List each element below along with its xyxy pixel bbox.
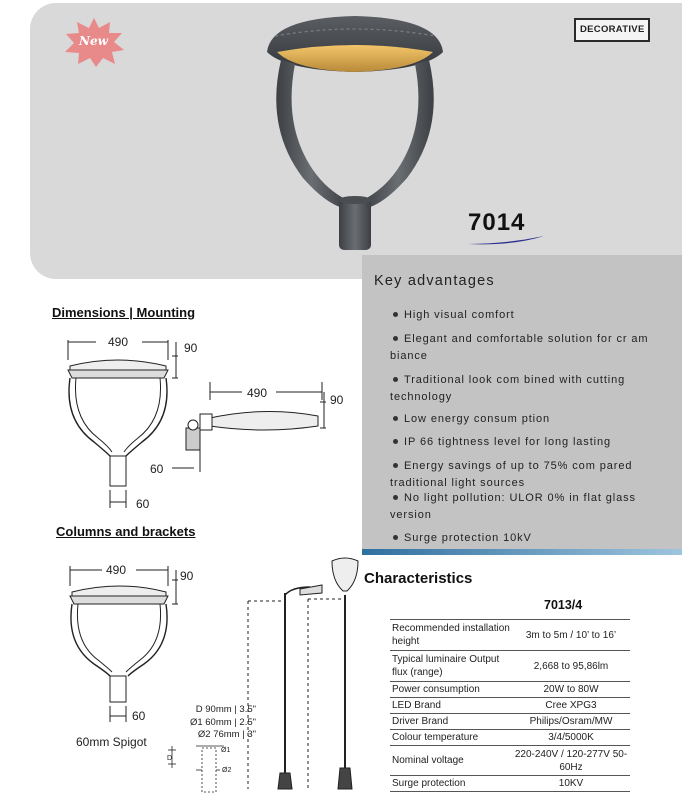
table-row	[390, 682, 630, 698]
category-tag-label: DECORATIVE	[580, 24, 645, 35]
advantage-item	[390, 331, 680, 364]
column-width-label: 490	[106, 563, 127, 577]
advantage-item	[390, 458, 680, 491]
spec-value: 3/4/5000K	[512, 730, 630, 746]
front-height-label: 90	[184, 341, 198, 355]
spec-value: 220-240V / 120-277V 50-60Hz	[512, 746, 630, 776]
bullet-icon	[393, 312, 398, 317]
table-row	[390, 776, 630, 792]
advantage-item	[390, 307, 680, 324]
advantage-text: Energy savings of up to 75% com pared traditional light sources	[390, 460, 633, 489]
bullet-icon	[393, 463, 398, 468]
advantage-text: IP 66 tightness level for long lasting	[404, 436, 612, 448]
advantage-item	[390, 490, 680, 523]
spigot-spec-line: Ø2 76mm | 3"	[197, 729, 256, 740]
spec-value: 20W to 80W	[512, 682, 630, 698]
spigot-spec-line: D 90mm | 3.5"	[195, 704, 256, 715]
spec-value: 2,668 to 95,86lm	[512, 651, 630, 682]
columns-heading: Columns and brackets	[56, 524, 196, 539]
spigot-mark-d: D	[167, 755, 173, 762]
new-badge-label: New	[79, 34, 108, 48]
advantage-item	[390, 372, 680, 405]
poles-drawing	[240, 553, 365, 801]
accent-stripe	[362, 549, 682, 555]
bullet-icon	[393, 336, 398, 341]
advantage-text: Elegant and comfortable solution for cr am biance	[390, 333, 649, 362]
spec-value: 3m to 5m / 10’ to 16’	[512, 620, 630, 651]
table-row	[390, 620, 630, 651]
characteristics-table	[390, 619, 630, 792]
column-height-label: 90	[180, 569, 194, 583]
spigot-mark-o1: Ø1	[221, 747, 231, 754]
spigot-mark-o2: Ø2	[222, 767, 232, 774]
spec-value: Cree XPG3	[512, 698, 630, 714]
spec-label: Driver Brand	[390, 714, 512, 730]
front-spigot-label: 60	[136, 497, 150, 511]
side-spigot-label: 60	[150, 462, 164, 476]
bullet-icon	[393, 495, 398, 500]
spec-value: Philips/Osram/MW	[512, 714, 630, 730]
characteristics-title: Characteristics	[364, 570, 473, 587]
spec-label: LED Brand	[390, 698, 512, 714]
bullet-icon	[393, 535, 398, 540]
product-code: 7014	[468, 209, 526, 236]
bullet-icon	[393, 377, 398, 382]
advantage-text: No light pollution: ULOR 0% in flat glass version	[390, 492, 636, 521]
table-row	[390, 651, 630, 682]
table-row	[390, 730, 630, 746]
advantage-item	[390, 411, 680, 428]
lamp-product-image	[255, 8, 455, 258]
column-spigot-label: 60	[132, 709, 146, 723]
bullet-icon	[393, 416, 398, 421]
side-height-label: 90	[330, 393, 344, 407]
side-width-label: 490	[247, 386, 268, 400]
advantage-text: Traditional look com bined with cutting technology	[390, 374, 626, 403]
advantage-item	[390, 434, 680, 451]
spec-label: Colour temperature	[390, 730, 512, 746]
spigot-spec-line: Ø1 60mm | 2.5"	[189, 716, 256, 728]
model-number: 7013/4	[544, 598, 583, 612]
key-advantages-title: Key advantages	[374, 273, 495, 289]
spec-label: Surge protection	[390, 776, 512, 792]
front-width-label: 490	[108, 335, 129, 349]
table-row	[390, 698, 630, 714]
dimensions-drawing	[50, 330, 360, 520]
spec-label: Recommended installation height	[390, 620, 512, 651]
spigot-label: 60mm Spigot	[76, 735, 147, 749]
advantage-text: Low energy consum ption	[404, 413, 551, 425]
spec-label: Typical luminaire Output flux (range)	[390, 651, 512, 682]
table-row	[390, 714, 630, 730]
swoosh-accent-icon	[466, 234, 546, 246]
spec-label: Power consumption	[390, 682, 512, 698]
table-row	[390, 746, 630, 776]
advantage-text: High visual comfort	[404, 309, 515, 321]
advantage-text: Surge protection 10kV	[404, 532, 532, 544]
spec-value: 10KV	[512, 776, 630, 792]
dimensions-heading: Dimensions | Mounting	[52, 305, 196, 320]
advantage-item	[390, 530, 680, 547]
spec-label: Nominal voltage	[390, 746, 512, 776]
bullet-icon	[393, 439, 398, 444]
